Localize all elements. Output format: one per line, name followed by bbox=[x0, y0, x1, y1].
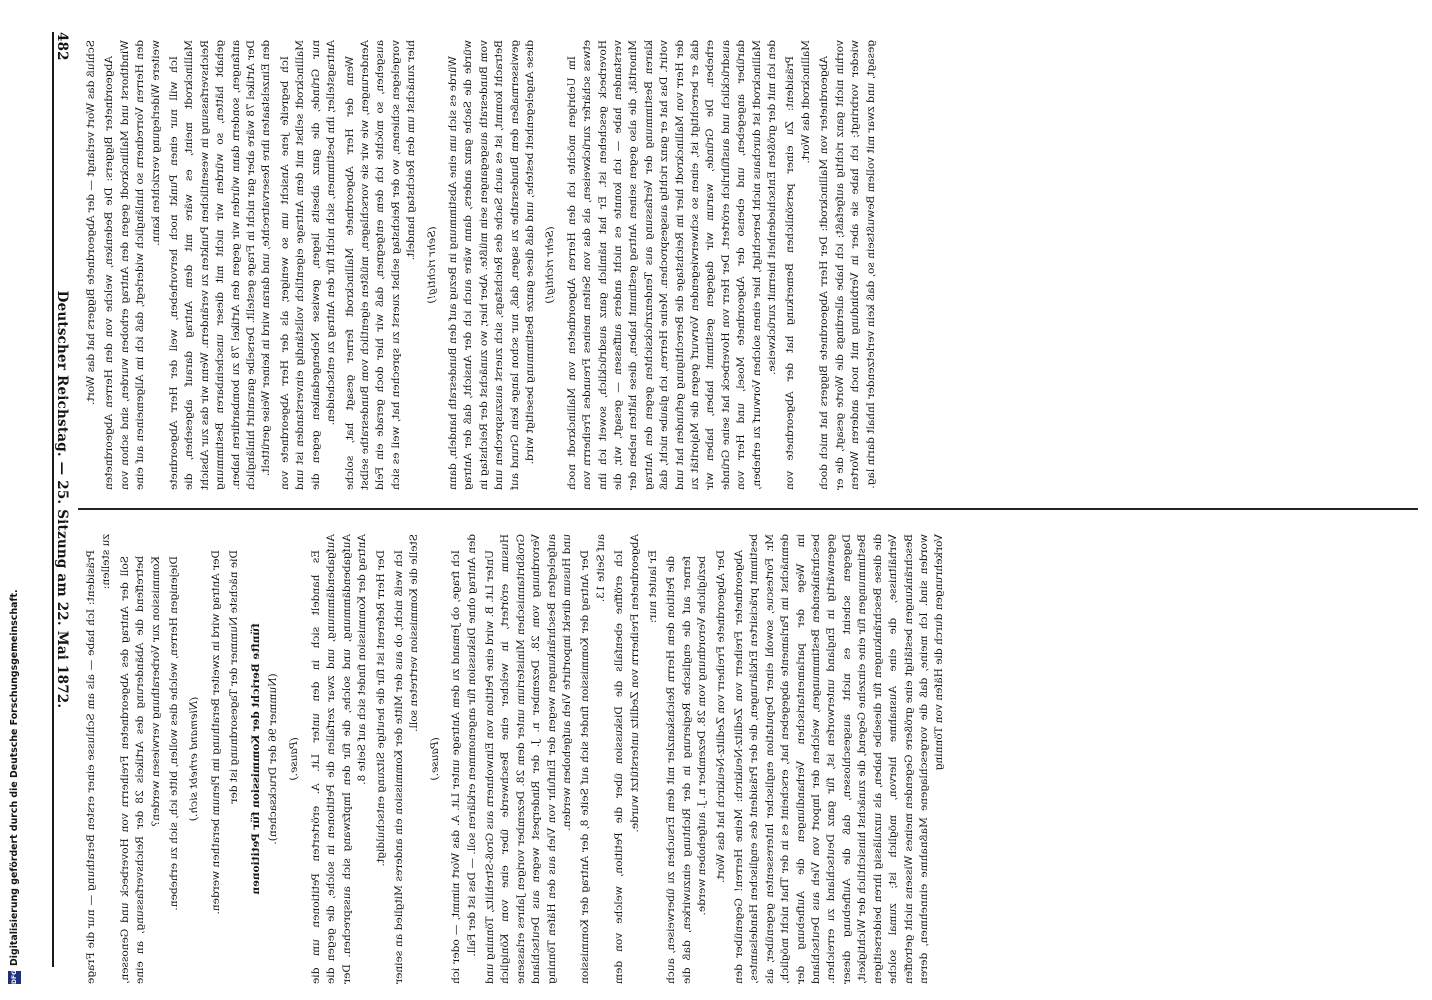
speech-zedlitz: Abgeordneter Freiherr von Zedlitz-Neukirch: Meine Herren! Gegenüber den bestimmt präcisirten Erklärungen, die der Präsident des englischen Handelsamtes, Mr. Fortescue, sowohl einer Deputation englischer Interessenten gegenüber, als demnächst im Parlamente abgegeben hat, erscheint es in der That nicht möglich, im Wege der parlamentarischen Verhandlungen die Aufhebung der beschränkenden Bestimmungen, welchen der Import von Vieh aus Deutschland gegenwärtig in England unterworfen ist, für ganz Deutschland zu erreichen. Dagegen scheint es nicht ausgeschlossen, daß die Aufhebung dieser Bestimmungen für eine einzelne Gegend, die zunächst hinsichtlich der Wichtigkeit, die diese Beschränkungen für dieselbe haben, als unzulässig ihren beiderseitigen Verhältnisse, die eine Ausnahme hiervon, möglich ist; zumal solche Beschränkungen bestätigt eine größere Gegenden meines Wissens nicht getroffen worden sind. Ich meine, daß die vorgeschlagene Maßnahme einnehmen, deren Vorkehrungen durch die Häfen von Tönning bbox=[733, 534, 946, 984]
column-divider bbox=[78, 508, 1418, 510]
speech-president: Präsident: Ich habe — als am Schlusse einer ersten Berathung — nur die Frage zu stellen: bbox=[85, 534, 113, 984]
interjection: (Sehr richtig!) bbox=[544, 226, 557, 304]
paragraph: Ich weiß nicht, ob aus der Mitte der Kommission ein anderes Mitglied an seiner Stelle die Kommission vertreten soll. bbox=[392, 534, 421, 984]
paragraph: Diejenigen Herren, welche dies wollen, bitte ich, sich zu erheben. bbox=[168, 556, 181, 911]
paragraph: Unter Lit. B. wird eine Petition von Einwohnern aus Groß-Strehlitz, Tönning und Husum erörtert, in welcher eine Beschwerde über eine vom Königlich Großbritannischen Ministerium unter dem 28. Dezember vorigen Jahres erlassene Verordnung vom 28. Dezember n. J. der Rinderpest wegen aus Deutschland aufgelegten Beschränkungen wegen der Einfuhr von Vieh aus den Häfen Tönning und Husum direkt importirte Vieh aufgehoben werden. bbox=[483, 534, 573, 984]
paragraph: Ich begreife jene Ansicht um so weniger, als der Herr Abgeordnete von Mallinckrodt selbst mit dem Antrage eigentlich vollständig einverstanden ist und nur Gründe, die ganz abseits liegen, gewisse Nebengedanken gegen die Antragsteller, ihn bestimmen, sich nicht für den Antrag zu entscheiden. bbox=[278, 40, 338, 490]
section-subheading: (Nummer 96 der Drucksachen). bbox=[267, 673, 280, 845]
paragraph: Der Antrag der Kommission findet sich auf Seite 8, der Antrag der Kommission auf Seite 13. bbox=[579, 534, 607, 984]
paragraph: Ich eröffne ebenfalls die Diskussion über die Petition, welche von dem Abgeordneten Freiherrn von Zedlitz unterstützt wurde. bbox=[613, 534, 641, 984]
paragraph: Der Herr Referent ist für die heutige Sitzung entschuldigt. bbox=[374, 550, 387, 867]
paragraph: Der Antrag wird in zweiter Berathung im Plenum berathen werden. bbox=[209, 550, 222, 915]
speech-biggers: Abgeordneter Biggers: Die Bedenken, welche von den Herren Abgeordneten Windthorst und Mallinckrodt gegen den Antrag erhoben wurden, sind schon von den Herren Vorrednern so hinlänglich widerlegt, daß ich im Allgemeinen auf eine weitere Widerlegung verzichten kann. bbox=[103, 40, 162, 490]
interjection: (Pause.) bbox=[428, 737, 441, 781]
paragraph: Würde es sich um eine Abstimmung in Bezug auf den Bundesrath handeln, dann würde die Sache ganz anders, dann wäre auch ich der Ansicht, daß der Antrag vom Bundesrath ausgegangen sein müßte. Aber hier, wo zunächst der Reichstag in Betracht kommt, ist es auch Sache des Reichstags, sich zuerst auszusprechen und gewissermaßen dem Bundesrathe zu sagen, daß, nur schon lange kein Grund auf diese Angelegenheit bestehe, und daß diese ganze Bestimmung beseitigt wird. bbox=[446, 40, 536, 490]
right-column bbox=[84, 534, 1424, 984]
paragraph: Ich frage, ob Jemand zu dem Antrage unter Lit. A. das Wort nimmt, — oder ich den Antrag ohne Diskussion für angenommen erklären soll. — Das ist der Fall. bbox=[450, 534, 478, 984]
digitization-footer bbox=[8, 16, 24, 984]
motion-text: die Petition dem Herrn Reichskanzler mit dem Ersuchen zu überweisen, auch ferner auf die englische Regierung in der Richtung einzuwirken, daß die bezügliche Verordnung vom 28. Dezember n. J. aufgehoben werde. bbox=[665, 556, 709, 984]
paragraph: Er lautet nur: bbox=[647, 550, 659, 624]
paragraph: Im Uebrigen möchte ich den Herren Abgeordneten von Mallinckrodt noch etwas schärfer zurückweisen, als das von Seiten meines Freundes Freiherrn von Hoverbeck geschehen ist. Er hat nämlich ganz ausdrücklich, soweit ich ihn verstanden habe — ich konnte es nicht anders auffassen — gesagt, wir, die Minorität, die also gegen seinen Antrag gestimmt haben, diese hätten neben der klaren Bestimmung der Verfassung aus Tendenzrücksichten gegen den Antrag votirt. Das hat er ganz richtig ausgesprochen. Meine Herren, ich glaube nicht, daß der Herr von Mallinckrodt hier im Reichstage die Berechtigung gefunden hat und daß er berechtigt ist, einen so schwerwiegenden Vorwurf gegen die Majorität zu erheben. Die Gründe, warum wir dagegen gestimmt haben, haben wir ausdrücklich und ausführlich erörtert. Der Herr von Hoverbeck hat seine Gründe darüber angegeben, und ebenso der Abgeordnete Mosel, und Herr von Mallinckrodt ist durchaus nicht berechtigt, hier einen solchen Vorwurf zu erheben, den ich mit der größten Entschiedenheit hiermit zurückweise. bbox=[565, 40, 779, 490]
paragraph: Schluß das Wort verlangt — der Abgeordnete Biggers hat das Wort. bbox=[85, 40, 97, 405]
section-heading: fünfte Bericht der Kommission für Petitionen bbox=[249, 623, 262, 895]
paragraph: Die nächste Nummer der Tagesordnung ist der bbox=[228, 550, 241, 804]
page-running-title: Deutscher Reichstag. — 25. Sitzung am 22. Mai 1872. bbox=[54, 290, 70, 709]
footer-text: Digitalisierung gefördert durch die Deutsche Forschungsgemeinschaft. bbox=[9, 589, 20, 966]
interjection: (Sehr richtig!) bbox=[425, 226, 438, 304]
paragraph: Ich will nur einen Punkt noch hervorheben, weil der Herr Abgeordnete Mallinckrodt meint, es wäre mit dem Antrag darauf abgesehen, die Reichsverfassung in wesentlichen Punkten zu verändern. Wenn wir das zur Absicht gehabt hätten, so würden wir nicht mit dieser unscheinbaren Bestimmung anfangen, sondern dann würden wir gegen den Artikel 78 zu bombardiren haben. Der Artikel 78 wäre aber gar nicht in Frage gestellt. Derselbe garantirt hinlänglich den Einzelstaaten ihre Reservatrechte, und daran wird in keiner Weise gerüttelt. bbox=[168, 40, 273, 490]
speech-mallinckrodt: Abgeordneter von Mallinckrodt: Der Herr Abgeordnete Biggers hat mich doch vorhin nicht ganz richtig aufgefaßt; ich habe allerdings die Worte gesagt, die er wieder vorbringt; ich habe sie aber in Verbindung mit noch anderen Worten gesagt, und zwar mit vollem Bewußtsein so, daß kein verletzender Inhalt darin lag. bbox=[818, 40, 877, 490]
page-number: 482 bbox=[54, 32, 70, 61]
interjection: (Pause.) bbox=[288, 737, 301, 781]
header-rule bbox=[52, 32, 54, 967]
paragraph: Der Abgeordnete Freiherr von Zedlitz-Neukirch hat das Wort. bbox=[714, 550, 727, 883]
left-column bbox=[84, 40, 1424, 490]
interjection: (Niemand erhebt sich.) bbox=[188, 696, 201, 822]
dfg-logo: DFG bbox=[8, 971, 21, 984]
paragraph: Es handelt sich in den unter Lit. A. erörterten Petitionen um die Aufgabendämmung, und zwar zerfallen die Petitionen in solche, die gegen die Aufgabendämmung, und solche, die für den Impfzwang sich aussprechen. Der Antrag der Kommission findet sich auf Seite 8. bbox=[309, 534, 369, 984]
paragraph: Wenn der Herr Abgeordnete Mallinckrodt ferner gesagt hat, solche Aenderungen, wie wir sie vorschlagen, müßten eigentlich vom Bundesrathe selbst ausgehen, so möchte ich dem entgegnen, daß wir hier doch gerade ein Feld vorgelegen schienen, wo der Reichstag selbst zuerst zu sprechen hat, weil es sich hier zunächst um den Reichstag handelt. bbox=[343, 40, 418, 490]
question: Soll der Antrag des Abgeordneten Freiherrn von Hoverbeck und Genossen, betreffend die Abänderung des Artikels 28 der Reichsverfassung, an eine Kommission zur Vorberathung verwiesen werden? bbox=[118, 556, 162, 984]
speech-president: Präsident: Zu einer persönlichen Bemerkung hat der Abgeordnete von Mallinckrodt das Wort. bbox=[784, 40, 812, 490]
